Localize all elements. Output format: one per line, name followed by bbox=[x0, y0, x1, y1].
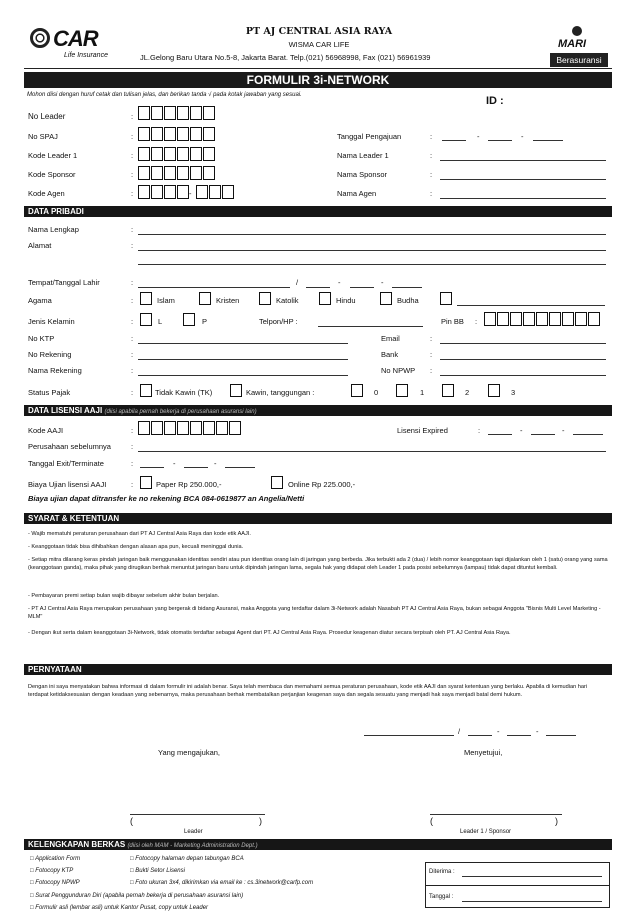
separator: - bbox=[381, 278, 384, 287]
colon: : bbox=[131, 317, 134, 326]
colon: : bbox=[475, 317, 478, 326]
tanggal-pengajuan-label: Tanggal Pengajuan bbox=[337, 132, 402, 141]
separator: - bbox=[338, 278, 341, 287]
npwp-label: No NPWP bbox=[381, 366, 416, 375]
agama-label: Agama bbox=[28, 296, 52, 305]
other-religion-field[interactable] bbox=[457, 305, 605, 306]
separator: / bbox=[296, 278, 299, 287]
kode-leader-boxes[interactable] bbox=[138, 147, 215, 161]
nama-rekening-field[interactable] bbox=[138, 375, 348, 376]
berkas-title: KELENGKAPAN BERKAS bbox=[28, 840, 126, 849]
yang-mengajukan-label: Yang mengajukan, bbox=[158, 748, 220, 757]
syarat-item: - Setiap mitra dilarang keras pindah jaringan baik menggunakan identitas sendiri atau pun identitas orang lain di jaringan yang berbeda. Jika terbukti ada 2 (dua) / lebih nomor keanggotaan tapi dijalankan oleh 1 (satu) orang yang sama (keanggotaan ganda), maka pihak yang dirugikan berhak menuntut jaringan baru untuk dipindah jaringan lama, segala hak yang didapat oleh Leader 1 pada posisi sebelumnya (lampau) tidak dapat dituntut kembali. bbox=[28, 557, 608, 572]
separator: - bbox=[214, 459, 217, 468]
syarat-item: - Pembayaran premi setiap bulan wajib dibayar sebelum akhir bulan berjalan. bbox=[28, 593, 220, 599]
alamat-label: Alamat bbox=[28, 241, 52, 250]
berkas-item: □ Application Form bbox=[30, 856, 81, 862]
exit-day[interactable] bbox=[140, 467, 164, 468]
tempat-lahir-field[interactable] bbox=[138, 287, 290, 288]
form-instruction: Mohon diisi dengan huruf cetak dan tulisan jelas, dan berikan tanda √ pada kotak jawaban yang sesuai. bbox=[27, 92, 302, 98]
tanggal-year[interactable] bbox=[533, 140, 563, 141]
colon: : bbox=[131, 112, 134, 121]
company-name: PT AJ CENTRAL ASIA RAYA bbox=[245, 26, 393, 37]
kristen-checkbox[interactable] bbox=[199, 292, 211, 305]
nama-lengkap-field[interactable] bbox=[138, 234, 606, 235]
form-title: FORMULIR 3i-NETWORK bbox=[246, 73, 390, 87]
colon: : bbox=[131, 388, 134, 397]
bank-field[interactable] bbox=[440, 359, 606, 360]
female-checkbox[interactable] bbox=[183, 313, 195, 326]
data-pribadi-header: DATA PRIBADI bbox=[24, 206, 612, 217]
sponsor-signature-label: Leader 1 / Sponsor bbox=[460, 829, 512, 835]
berkas-item: □ Fotocopy KTP bbox=[30, 868, 74, 874]
biaya-ujian-label: Biaya Ujian lisensi AAJI bbox=[28, 480, 107, 489]
expired-day[interactable] bbox=[488, 434, 512, 435]
lahir-month[interactable] bbox=[350, 287, 374, 288]
receipt-divider bbox=[426, 885, 609, 886]
logo-subtitle: Life Insurance bbox=[64, 52, 108, 59]
separator: - bbox=[520, 426, 523, 435]
colon: : bbox=[430, 334, 433, 343]
separator: - bbox=[173, 459, 176, 468]
no-spaj-label: No SPAJ bbox=[28, 132, 58, 141]
signature-left-close: ) bbox=[259, 816, 262, 826]
kode-sponsor-label: Kode Sponsor bbox=[28, 170, 76, 179]
pernyataan-month[interactable] bbox=[507, 735, 531, 736]
colon: : bbox=[131, 350, 134, 359]
expired-month[interactable] bbox=[531, 434, 555, 435]
exit-year[interactable] bbox=[225, 467, 255, 468]
berkas-item: □ Formulir asli (lembar asli) untuk Kantor Pusat, copy untuk Leader bbox=[30, 905, 209, 911]
colon: : bbox=[131, 151, 134, 160]
pernyataan-year[interactable] bbox=[546, 735, 576, 736]
berkas-note: (diisi oleh MAM - Marketing Administration Dept.) bbox=[127, 843, 258, 849]
pernyataan-day[interactable] bbox=[468, 735, 492, 736]
exit-month[interactable] bbox=[184, 467, 208, 468]
lahir-day[interactable] bbox=[306, 287, 330, 288]
email-label: Email bbox=[381, 334, 400, 343]
separator: / bbox=[458, 727, 461, 736]
kawin-label: Kawin, tanggungan : bbox=[246, 388, 315, 397]
signature-right-close: ) bbox=[555, 816, 558, 826]
male-checkbox[interactable] bbox=[140, 313, 152, 326]
syarat-item: - Dengan ikut serta dalam keanggotaan 3i-Network, tidak otomatis terdaftar sebagai Agent dari PT. AJ Central Asia Raya. Prosedur keagenan diatur secara terpisah oleh PT. AJ Central Asia Raya. bbox=[28, 630, 511, 636]
status-pajak-label: Status Pajak bbox=[28, 388, 71, 397]
nama-lengkap-label: Nama Lengkap bbox=[28, 225, 79, 234]
tanggungan-0-label: 0 bbox=[374, 388, 379, 397]
colon: : bbox=[131, 170, 134, 179]
tanggungan-1-checkbox[interactable] bbox=[396, 384, 408, 397]
tanggal-receipt-field[interactable] bbox=[462, 901, 602, 902]
perusahaan-sebelumnya-label: Perusahaan sebelumnya bbox=[28, 442, 111, 451]
npwp-field[interactable] bbox=[440, 375, 606, 376]
budha-label: Budha bbox=[397, 296, 419, 305]
no-ktp-label: No KTP bbox=[28, 334, 55, 343]
logo-text: CAR bbox=[53, 26, 98, 51]
leader-signature-line[interactable] bbox=[130, 814, 265, 815]
berkas-receipt-box bbox=[425, 862, 610, 908]
colon: : bbox=[430, 366, 433, 375]
colon: : bbox=[131, 189, 134, 198]
nama-leader-label: Nama Leader 1 bbox=[337, 151, 389, 160]
berkas-item: □ Surat Penggunduran Diri (apabila pernah bekerja di perusahaan asuransi lain) bbox=[30, 893, 244, 899]
syarat-header: SYARAT & KETENTUAN bbox=[24, 513, 612, 524]
separator: - bbox=[521, 132, 524, 141]
paper-label: Paper Rp 250.000,- bbox=[156, 480, 222, 489]
person-figure-icon bbox=[572, 26, 582, 36]
tanggungan-1-label: 1 bbox=[420, 388, 425, 397]
tanggungan-2-label: 2 bbox=[465, 388, 470, 397]
pernyataan-header: PERNYATAAN bbox=[24, 664, 612, 675]
colon: : bbox=[430, 170, 433, 179]
tanggal-receipt-label: Tanggal : bbox=[429, 894, 454, 900]
nama-sponsor-label: Nama Sponsor bbox=[337, 170, 388, 179]
diterima-field[interactable] bbox=[462, 876, 602, 877]
colon: : bbox=[131, 442, 134, 451]
kode-aaji-boxes[interactable] bbox=[138, 421, 241, 435]
telpon-field[interactable] bbox=[318, 326, 423, 327]
hindu-label: Hindu bbox=[336, 296, 356, 305]
pernyataan-place-field[interactable] bbox=[364, 735, 454, 736]
berkas-item: □ Foto ukuran 3x4, dikirimkan via email ke : cs.3inetwork@carfp.com bbox=[130, 880, 314, 886]
separator: - bbox=[562, 426, 565, 435]
colon: : bbox=[131, 225, 134, 234]
colon: : bbox=[131, 132, 134, 141]
lisensi-expired-label: Lisensi Expired bbox=[397, 426, 448, 435]
islam-checkbox[interactable] bbox=[140, 292, 152, 305]
header-divider bbox=[24, 68, 612, 69]
lisensi-title: DATA LISENSI AAJI bbox=[28, 406, 103, 415]
separator: - bbox=[477, 132, 480, 141]
sponsor-signature-line[interactable] bbox=[430, 814, 562, 815]
tanggungan-0-checkbox[interactable] bbox=[351, 384, 363, 397]
no-spaj-boxes[interactable] bbox=[138, 127, 215, 141]
colon: : bbox=[478, 426, 481, 435]
pernyataan-text: Dengan ini saya menyatakan bahwa informasi di dalam formulir ini adalah benar. Saya telah membaca dan memahami semua peraturan perusahaan, kode etik AAJI dan syarat ketentuan yang berlaku. Apabila di kemudian hari terdapat ketidaksesuaian dengan keadaan yang sebenarnya, maka perusahaan berhak membatalkan perjanjian keagenan saya dan segala sesuatu yang menjadi hak saya menjadi batal demi hukum. bbox=[28, 684, 588, 699]
berkas-item: □ Bukti Setor Lisensi bbox=[130, 868, 185, 874]
male-label: L bbox=[158, 317, 163, 326]
company-address: JL.Gelong Baru Utara No.5-8, Jakarta Barat. Telp.(021) 56968998, Fax (021) 56961939 bbox=[140, 53, 431, 62]
colon: : bbox=[430, 132, 433, 141]
female-label: P bbox=[202, 317, 208, 326]
other-religion-checkbox[interactable] bbox=[440, 292, 452, 305]
email-field[interactable] bbox=[440, 343, 606, 344]
tanggungan-3-checkbox[interactable] bbox=[488, 384, 500, 397]
colon: : bbox=[131, 278, 134, 287]
colon: : bbox=[430, 151, 433, 160]
no-leader-boxes[interactable] bbox=[138, 106, 215, 120]
syarat-item: - PT AJ Central Asia Raya merupakan perusahaan yang bergerak di bidang Asuransi, maka Anggota yang terdaftar dalam 3i-Network adalah Nasabah PT AJ Central Asia Raya, bukan sebagai Anggota "Bisnis Multi Level Marketing - MLM" bbox=[28, 606, 601, 621]
tk-label: Tidak Kawin (TK) bbox=[155, 388, 213, 397]
kawin-checkbox[interactable] bbox=[230, 384, 242, 397]
colon: : bbox=[131, 426, 134, 435]
bank-label: Bank bbox=[381, 350, 399, 359]
katolik-label: Katolik bbox=[276, 296, 299, 305]
tanggal-exit-label: Tanggal Exit/Terminate bbox=[28, 459, 104, 468]
jenis-kelamin-label: Jenis Kelamin bbox=[28, 317, 75, 326]
ttl-label: Tempat/Tanggal Lahir bbox=[28, 278, 100, 287]
islam-label: Islam bbox=[157, 296, 175, 305]
kode-sponsor-boxes[interactable] bbox=[138, 166, 215, 180]
colon: : bbox=[430, 350, 433, 359]
no-leader-label: No Leader bbox=[28, 112, 66, 121]
tanggungan-2-checkbox[interactable] bbox=[442, 384, 454, 397]
syarat-item: - Wajib mematuhi peraturan perusahaan dari PT AJ Central Asia Raya dan kode etik AAJI. bbox=[28, 531, 251, 537]
budha-checkbox[interactable] bbox=[380, 292, 392, 305]
colon: : bbox=[131, 366, 134, 375]
hindu-checkbox[interactable] bbox=[319, 292, 331, 305]
alamat-field-1[interactable] bbox=[138, 250, 606, 251]
expired-year[interactable] bbox=[573, 434, 603, 435]
tk-checkbox[interactable] bbox=[140, 384, 152, 397]
id-label: ID : bbox=[486, 95, 504, 107]
nama-sponsor-field[interactable] bbox=[440, 179, 606, 180]
online-label: Online Rp 225.000,- bbox=[288, 480, 356, 489]
colon: : bbox=[131, 459, 134, 468]
colon: : bbox=[131, 241, 134, 250]
berkas-header bbox=[24, 839, 612, 850]
nama-agen-label: Nama Agen bbox=[337, 189, 377, 198]
no-rekening-label: No Rekening bbox=[28, 350, 72, 359]
colon: : bbox=[131, 296, 134, 305]
pin-bb-label: Pin BB bbox=[441, 317, 464, 326]
separator: - bbox=[536, 727, 539, 736]
signature-right-open: ( bbox=[430, 816, 433, 826]
separator: - bbox=[189, 189, 192, 198]
kristen-label: Kristen bbox=[216, 296, 240, 305]
berkas-item: □ Fotocopy halaman depan tabungan BCA bbox=[130, 856, 244, 862]
mari-berasuransi-logo bbox=[550, 26, 608, 68]
katolik-checkbox[interactable] bbox=[259, 292, 271, 305]
nama-rekening-label: Nama Rekening bbox=[28, 366, 82, 375]
lahir-year[interactable] bbox=[392, 287, 422, 288]
tanggungan-3-label: 3 bbox=[511, 388, 516, 397]
menyetujui-label: Menyetujui, bbox=[464, 748, 503, 757]
lisensi-note: (diisi apabila pernah bekerja di perusahaan asuransi lain) bbox=[104, 409, 257, 415]
tanggal-day[interactable] bbox=[442, 140, 466, 141]
signature-left-open: ( bbox=[130, 816, 133, 826]
online-checkbox[interactable] bbox=[271, 476, 283, 489]
logo-mari-text: MARI bbox=[558, 38, 587, 50]
logo-berasuransi-text: Berasuransi bbox=[550, 53, 608, 67]
colon: : bbox=[131, 334, 134, 343]
nama-leader-field[interactable] bbox=[440, 160, 606, 161]
nama-agen-field[interactable] bbox=[440, 198, 606, 199]
kode-aaji-label: Kode AAJI bbox=[28, 426, 64, 435]
transfer-note: Biaya ujian dapat ditransfer ke no rekening BCA 084-0619877 an Angelia/Netti bbox=[28, 494, 305, 503]
colon: : bbox=[430, 189, 433, 198]
syarat-item: - Keanggotaan tidak bisa dihibahkan dengan alasan apa pun, kecuali meninggal dunia. bbox=[28, 544, 244, 550]
kode-leader-label: Kode Leader 1 bbox=[28, 151, 78, 160]
kode-agen-label: Kode Agen bbox=[28, 189, 65, 198]
alamat-field-2[interactable] bbox=[138, 264, 606, 265]
company-building: WISMA CAR LIFE bbox=[288, 40, 350, 49]
separator: - bbox=[497, 727, 500, 736]
no-ktp-field[interactable] bbox=[138, 343, 348, 344]
diterima-label: Diterima : bbox=[429, 869, 455, 875]
pin-bb-boxes[interactable] bbox=[484, 312, 600, 326]
kode-agen-boxes-b[interactable] bbox=[196, 185, 234, 199]
tanggal-month[interactable] bbox=[488, 140, 512, 141]
telpon-label: Telpon/HP : bbox=[259, 317, 298, 326]
data-lisensi-header bbox=[24, 405, 612, 416]
paper-checkbox[interactable] bbox=[140, 476, 152, 489]
no-rekening-field[interactable] bbox=[138, 359, 348, 360]
colon: : bbox=[131, 480, 134, 489]
kode-agen-boxes-a[interactable] bbox=[138, 185, 189, 199]
berkas-item: □ Fotocopy NPWP bbox=[30, 880, 80, 886]
perusahaan-sebelumnya-field[interactable] bbox=[138, 451, 606, 452]
leader-signature-label: Leader bbox=[184, 829, 203, 835]
